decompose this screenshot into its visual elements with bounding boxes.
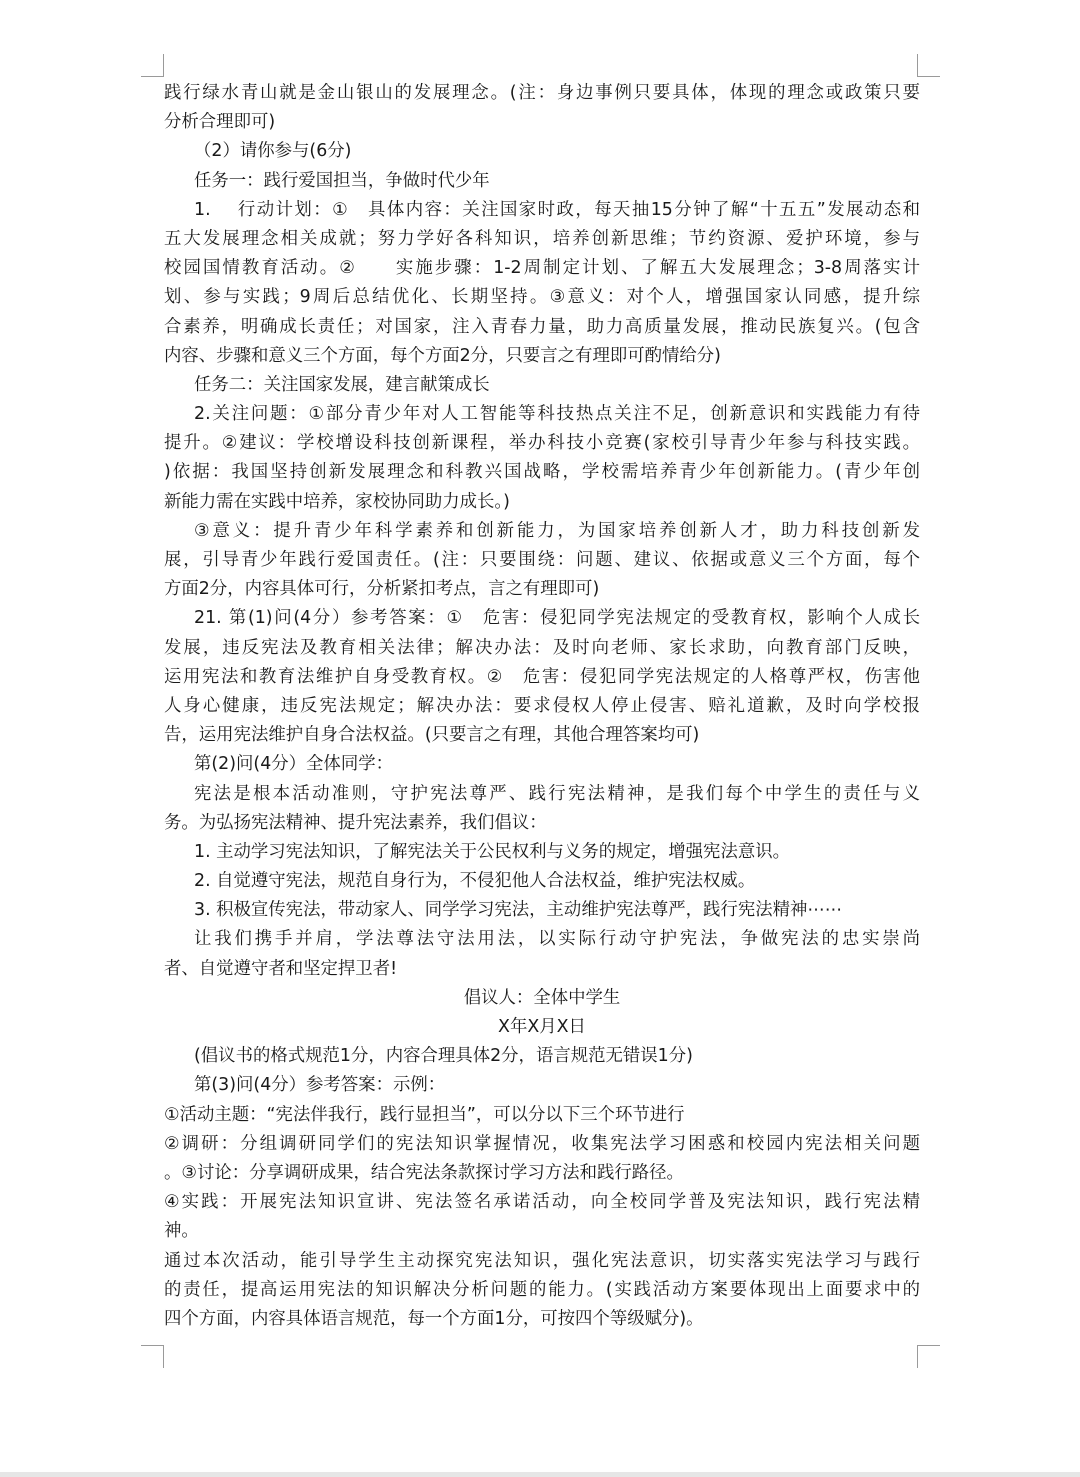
text-line: 校园国情教育活动。② 实施步骤：1-2周制定计划、了解五大发展理念；3-8周落实计	[164, 258, 920, 279]
text-line: )依据：我国坚持创新发展理念和科教兴国战略，学校需培养青少年创新能力。(青少年创	[164, 462, 920, 483]
text-line: 者、自觉遵守者和坚定捍卫者!	[164, 958, 398, 979]
task-heading: 任务一：践行爱国担当，争做时代少年	[194, 170, 490, 191]
text-line: 1. 行动计划：① 具体内容：关注国家时政，每天抽15分钟了解“十五五”发展动态和	[194, 199, 920, 220]
text-line: 2.关注问题：①部分青少年对人工智能等科技热点关注不足，创新意识和实践能力有待	[194, 404, 920, 425]
text-line: 五大发展理念相关成就；努力学好各科知识，培养创新思维；节约资源、爱护环境，参与	[164, 228, 920, 249]
text-line: 神。	[164, 1221, 199, 1242]
date-line: X年X月X日	[498, 1017, 586, 1037]
text-line: 通过本次活动，能引导学生主动探究宪法知识，强化宪法意识，切实落实宪法学习与践行	[164, 1250, 920, 1271]
text-line: 人身心健康，违反宪法规定；解决办法：要求侵权人停止侵害、赔礼道歉，及时向学校报	[164, 695, 920, 716]
crop-mark-bottom-left	[141, 1345, 164, 1368]
signature-line: 倡议人：全体中学生	[463, 987, 621, 1008]
text-line: 践行绿水青山就是金山银山的发展理念。(注：身边事例只要具体，体现的理念或政策只要	[164, 83, 920, 103]
text-line: 第(3)问(4分）参考答案：示例：	[194, 1075, 446, 1096]
text-line: 宪法是根本活动准则，守护宪法尊严、践行宪法精神，是我们每个中学生的责任与义	[194, 783, 920, 804]
text-line: 划、参与实践；9周后总结优化、长期坚持。③意义：对个人，增强国家认同感，提升综	[164, 287, 920, 308]
crop-mark-top-right	[917, 54, 940, 77]
text-line: ④实践：开展宪法知识宣讲、宪法签名承诺活动，向全校同学普及宪法知识，践行宪法精	[164, 1192, 920, 1213]
text-line: 运用宪法和教育法维护自身受教育权。② 危害：侵犯同学宪法规定的人格尊严权，伤害他	[164, 666, 920, 687]
crop-mark-top-left	[141, 54, 164, 77]
text-line: 发展，违反宪法及教育相关法律；解决办法：及时向老师、家长求助，向教育部门反映，	[164, 637, 920, 658]
text-line: 务。为弘扬宪法精神、提升宪法素养，我们倡议：	[164, 812, 547, 833]
task-heading: 任务二：关注国家发展，建言献策成长	[194, 374, 490, 395]
text-line: 方面2分，内容具体可行，分析紧扣考点，言之有理即可)	[164, 579, 600, 600]
text-line: ③意义：提升青少年科学素养和创新能力，为国家培养创新人才，助力科技创新发	[194, 520, 920, 541]
text-line: 四个方面，内容具体语言规范，每一个方面1分，可按四个等级赋分)。	[164, 1308, 704, 1329]
text-line: 告，运用宪法维护自身合法权益。(只要言之有理，其他合理答案均可)	[164, 725, 700, 746]
page-bottom-edge	[0, 1472, 1080, 1477]
text-line: 合素养，明确成长责任；对国家，注入青春力量，助力高质量发展，推动民族复兴。(包含	[164, 316, 920, 337]
document-body	[164, 79, 920, 1334]
text-line: 的责任，提高运用宪法的知识解决分析问题的能力。(实践活动方案要体现出上面要求中的	[164, 1279, 920, 1300]
section-heading: （2）请你参与(6分)	[194, 141, 352, 162]
text-line: ①活动主题：“宪法伴我行，践行显担当”，可以分以下三个环节进行	[164, 1104, 685, 1125]
text-line: 第(2)问(4分）全体同学：	[194, 754, 393, 775]
crop-mark-bottom-right	[917, 1345, 940, 1368]
list-item: 2. 自觉遵守宪法，规范自身行为，不侵犯他人合法权益，维护宪法权威。	[194, 871, 756, 892]
text-line: 让我们携手并肩，学法尊法守法用法，以实际行动守护宪法，争做宪法的忠实崇尚	[194, 929, 920, 950]
text-line: 内容、步骤和意义三个方面，每个方面2分，只要言之有理即可酌情给分)	[164, 345, 721, 366]
text-line: 21. 第(1)问(4分）参考答案：① 危害：侵犯同学宪法规定的受教育权，影响个人成长	[194, 608, 920, 629]
text-line: 分析合理即可)	[164, 112, 276, 133]
text-line: 。③讨论：分享调研成果，结合宪法条款探讨学习方法和践行路径。	[164, 1162, 684, 1183]
text-line: 提升。②建议：学校增设科技创新课程，举办科技小竞赛(家校引导青少年参与科技实践。	[164, 433, 920, 454]
text-line: ②调研：分组调研同学们的宪法知识掌握情况，收集宪法学习困惑和校园内宪法相关问题	[164, 1133, 920, 1154]
text-line: 展，引导青少年践行爱国责任。(注：只要围绕：问题、建议、依据或意义三个方面，每个	[164, 550, 920, 570]
text-line: (倡议书的格式规范1分，内容合理具体2分，语言规范无错误1分)	[194, 1046, 693, 1067]
text-line: 新能力需在实践中培养，家校协同助力成长。)	[164, 491, 510, 512]
list-item: 3. 积极宣传宪法，带动家人、同学学习宪法，主动维护宪法尊严，践行宪法精神⋯⋯	[194, 900, 843, 921]
list-item: 1. 主动学习宪法知识，了解宪法关于公民权利与义务的规定，增强宪法意识。	[194, 841, 791, 862]
